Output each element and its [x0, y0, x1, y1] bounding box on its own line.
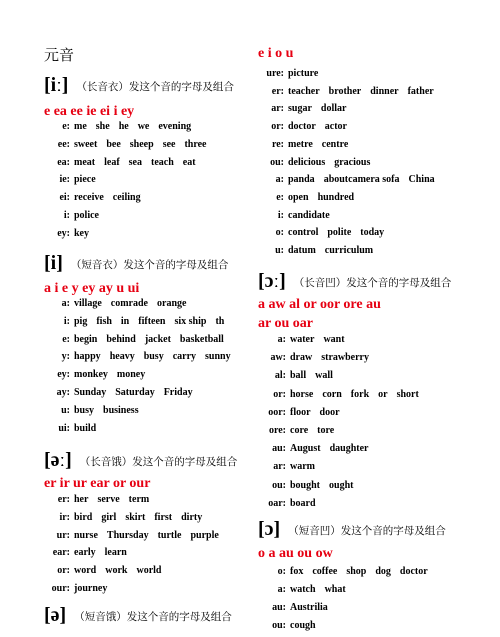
word-row	[44, 351, 240, 362]
example-word: candidate	[288, 209, 330, 221]
example-word: nurse	[74, 529, 98, 541]
spelling-label: ou:	[270, 156, 284, 168]
example-word: cough	[290, 620, 316, 631]
spelling-label: ui:	[58, 422, 70, 434]
word-row	[44, 139, 216, 150]
spelling-label: or:	[273, 388, 286, 400]
spelling-list: er ir ur ear or our	[44, 476, 151, 491]
example-word: three	[184, 138, 207, 150]
word-row	[258, 498, 325, 509]
spelling-label: al:	[274, 370, 286, 382]
spelling-label: ee:	[57, 138, 70, 150]
phoneme-description: （短音衣）发这个音的字母及组合	[70, 259, 229, 271]
example-word: ought	[329, 479, 354, 491]
example-word: happy	[74, 351, 101, 363]
example-word: evening	[158, 121, 192, 132]
example-word: busy	[143, 351, 164, 363]
example-word: purple	[190, 529, 219, 541]
example-word: daughter	[329, 443, 369, 455]
example-word: world	[136, 565, 162, 577]
phoneme-symbol: [ɔː]	[258, 270, 286, 292]
spelling-label: a:	[277, 584, 286, 595]
phoneme-heading	[44, 449, 237, 472]
spelling-label: oar:	[268, 497, 286, 509]
example-word: open	[288, 191, 309, 203]
spelling-label: or:	[271, 121, 284, 133]
spelling-label: a:	[277, 334, 286, 345]
example-word: piece	[74, 174, 96, 186]
spelling-label: er:	[57, 494, 70, 505]
example-word: dirty	[181, 511, 203, 523]
phoneme-symbol: [i]	[44, 252, 63, 274]
example-word: short	[396, 388, 419, 400]
example-word: teacher	[288, 85, 320, 97]
phoneme-symbol: [ɔ]	[258, 518, 281, 540]
spelling-list: e ea ee ie ei i ey	[44, 104, 135, 119]
word-row	[44, 512, 211, 523]
example-word: we	[137, 121, 150, 132]
example-word: girl	[101, 511, 117, 523]
word-row	[44, 387, 202, 398]
word-row	[258, 407, 349, 418]
example-word: meat	[74, 156, 96, 168]
spelling-label: ar:	[273, 461, 286, 473]
word-row	[258, 86, 443, 97]
example-word: doctor	[288, 121, 316, 133]
word-row	[44, 316, 233, 327]
example-word: heavy	[109, 351, 135, 363]
example-word: key	[74, 227, 89, 239]
spelling-label: ey:	[57, 369, 70, 381]
example-word: coffee	[312, 566, 338, 577]
example-word: word	[74, 565, 97, 577]
example-word: August	[290, 443, 321, 455]
spelling-label: ei:	[59, 192, 70, 204]
word-row	[258, 443, 377, 454]
spelling-label: e:	[62, 333, 70, 345]
example-word: fifteen	[138, 315, 166, 327]
example-word: Sunday	[74, 387, 107, 398]
word-row	[258, 480, 362, 491]
spelling-list-continued: ar ou oar	[258, 316, 313, 331]
word-row	[44, 192, 150, 203]
spelling-label: ea:	[57, 156, 70, 168]
example-word: sweet	[74, 138, 98, 150]
example-word: aboutcamera sofa	[323, 174, 400, 186]
spelling-label: a:	[275, 174, 284, 186]
example-word: busy	[74, 404, 95, 416]
example-word: her	[74, 494, 89, 505]
word-row	[44, 228, 98, 239]
spelling-label: er:	[271, 85, 284, 97]
example-word: datum	[288, 245, 316, 256]
example-word: sea	[128, 156, 142, 168]
spelling-label: o:	[275, 227, 284, 239]
example-word: tore	[317, 425, 335, 436]
word-row	[258, 425, 343, 436]
phoneme-symbol: [ə]	[44, 604, 67, 626]
example-word: or	[378, 388, 388, 400]
example-word: hundred	[317, 191, 355, 203]
word-row	[44, 121, 200, 132]
example-word: see	[162, 138, 176, 150]
word-row	[44, 174, 105, 185]
example-word: Saturday	[115, 387, 155, 398]
example-word: journey	[74, 583, 108, 594]
phoneme-description: （短音饿）发这个音的字母及组合	[74, 611, 232, 623]
spelling-label: re:	[271, 138, 284, 150]
example-word: carry	[172, 351, 197, 363]
spelling-list: a aw al or oor ore au	[258, 297, 381, 312]
phoneme-description: （长音饿）发这个音的字母及组合	[79, 456, 238, 468]
word-row	[258, 103, 355, 114]
example-word: jacket	[144, 333, 171, 345]
example-word: village	[74, 298, 102, 309]
page-title: 元音	[44, 48, 75, 64]
example-word: turtle	[157, 529, 182, 541]
spelling-list: a i e y ey ay u ui	[44, 281, 140, 296]
example-word: skirt	[125, 511, 146, 523]
spelling-label: au:	[272, 602, 286, 613]
example-word: picture	[288, 68, 319, 79]
example-word: board	[290, 497, 316, 509]
example-word: curriculum	[324, 245, 374, 256]
word-row	[258, 566, 437, 577]
spelling-label: ay:	[56, 387, 70, 398]
word-row	[44, 530, 228, 541]
example-word: sheep	[129, 138, 154, 150]
example-word: orange	[157, 298, 187, 309]
example-word: serve	[97, 494, 120, 505]
example-word: bird	[74, 511, 93, 523]
word-row	[44, 494, 158, 505]
example-word: Austrilia	[290, 602, 328, 613]
example-word: shop	[346, 566, 367, 577]
word-row	[44, 157, 205, 168]
example-word: water	[290, 334, 315, 345]
example-word: leaf	[104, 156, 120, 168]
example-word: bee	[106, 138, 121, 150]
example-word: early	[74, 547, 96, 559]
example-word: dog	[375, 566, 391, 577]
word-row	[258, 389, 428, 400]
example-word: first	[154, 511, 173, 523]
example-word: teach	[151, 156, 174, 168]
word-row	[44, 583, 116, 594]
example-word: business	[103, 404, 139, 416]
example-word: work	[105, 565, 128, 577]
spelling-label: aw:	[270, 352, 286, 364]
example-word: draw	[290, 352, 313, 364]
example-word: watch	[290, 584, 316, 595]
spelling-label: ir:	[59, 511, 70, 523]
example-word: control	[288, 227, 319, 239]
word-row	[258, 352, 378, 363]
example-word: term	[128, 494, 150, 505]
spelling-label: ey:	[57, 227, 70, 239]
example-word: she	[95, 121, 110, 132]
example-word: core	[290, 425, 309, 436]
example-word: father	[407, 85, 434, 97]
example-word: horse	[290, 388, 314, 400]
spelling-label: ure:	[266, 68, 284, 79]
example-word: basketball	[179, 333, 224, 345]
spelling-list: o a au ou ow	[258, 546, 333, 561]
example-word: metre	[288, 138, 313, 150]
phoneme-description: （短音凹）发这个音的字母及组合	[288, 525, 446, 537]
word-row	[258, 68, 327, 79]
spelling-label: i:	[277, 209, 284, 221]
spelling-label: ar:	[271, 103, 284, 115]
spelling-list: e i o u	[258, 46, 294, 61]
word-row	[44, 369, 154, 380]
example-word: door	[319, 406, 340, 418]
word-row	[258, 620, 325, 631]
phoneme-heading	[44, 604, 232, 627]
example-word: wall	[315, 370, 333, 382]
word-row	[258, 139, 357, 150]
example-word: police	[74, 210, 99, 221]
example-word: gracious	[334, 156, 371, 168]
example-word: me	[74, 121, 87, 132]
example-word: ceiling	[112, 192, 141, 204]
word-row	[258, 174, 444, 185]
example-word: behind	[106, 333, 136, 345]
example-word: centre	[321, 138, 349, 150]
spelling-label: ur:	[56, 529, 70, 541]
word-row	[258, 334, 354, 345]
example-word: build	[74, 422, 97, 434]
phoneme-description: （长音衣）发这个音的字母及组合	[76, 81, 234, 93]
word-row	[258, 227, 393, 238]
example-word: sugar	[288, 103, 312, 115]
example-word: in	[120, 315, 130, 327]
spelling-label: i:	[63, 210, 70, 221]
example-word: what	[324, 584, 346, 595]
word-row	[44, 547, 136, 558]
example-word: fork	[350, 388, 370, 400]
word-row	[44, 405, 148, 416]
spelling-label: our:	[51, 583, 70, 594]
example-word: China	[408, 174, 435, 186]
example-word: polite	[327, 227, 352, 239]
example-word: ball	[290, 370, 307, 382]
spelling-label: ear:	[52, 547, 70, 559]
word-row	[258, 245, 382, 256]
example-word: comrade	[110, 298, 148, 309]
example-word: he	[118, 121, 129, 132]
spelling-label: u:	[61, 404, 70, 416]
spelling-label: o:	[277, 566, 286, 577]
example-word: sunny	[205, 351, 231, 363]
spelling-label: or:	[57, 565, 70, 577]
spelling-label: ore:	[268, 425, 286, 436]
example-word: th	[215, 315, 225, 327]
example-word: floor	[290, 406, 311, 418]
example-word: panda	[288, 174, 315, 186]
spelling-label: ie:	[59, 174, 70, 186]
spelling-label: a:	[61, 298, 70, 309]
word-row	[44, 210, 108, 221]
word-row	[44, 298, 195, 309]
example-word: bought	[290, 479, 321, 491]
word-row	[44, 565, 170, 576]
example-word: delicious	[288, 156, 326, 168]
word-row	[258, 370, 342, 381]
word-row	[258, 192, 363, 203]
example-word: doctor	[399, 566, 428, 577]
word-row	[44, 334, 233, 345]
example-word: strawberry	[321, 352, 369, 364]
example-word: dollar	[320, 103, 347, 115]
spelling-label: au:	[272, 443, 286, 455]
word-row	[258, 121, 356, 132]
example-word: pig	[74, 315, 88, 327]
phoneme-heading	[258, 270, 451, 293]
example-word: Thursday	[106, 529, 149, 541]
spelling-label: i:	[63, 315, 70, 327]
example-word: learn	[104, 547, 127, 559]
example-word: actor	[324, 121, 347, 133]
phoneme-heading	[44, 74, 234, 97]
word-row	[44, 423, 105, 434]
spelling-label: e:	[62, 121, 70, 132]
example-word: dinner	[370, 85, 399, 97]
example-word: Friday	[163, 387, 193, 398]
example-word: fox	[290, 566, 304, 577]
example-word: six ship	[174, 315, 207, 327]
phoneme-description: （长音凹）发这个音的字母及组合	[293, 277, 452, 289]
word-row	[258, 157, 379, 168]
phoneme-symbol: [əː]	[44, 449, 72, 471]
spelling-label: e:	[276, 191, 284, 203]
phoneme-heading	[258, 518, 446, 541]
spelling-label: y:	[61, 351, 70, 363]
example-word: brother	[328, 85, 362, 97]
example-word: warm	[290, 461, 315, 473]
word-row	[258, 210, 339, 221]
example-word: monkey	[74, 369, 108, 381]
example-word: receive	[74, 192, 104, 204]
word-row	[258, 602, 337, 613]
phoneme-symbol: [iː]	[44, 74, 69, 96]
example-word: fish	[96, 315, 112, 327]
spelling-label: u:	[275, 245, 284, 256]
example-word: today	[360, 227, 385, 239]
spelling-label: oor:	[268, 406, 286, 418]
spelling-label: ou:	[272, 620, 286, 631]
word-row	[258, 584, 355, 595]
example-word: corn	[322, 388, 342, 400]
word-row	[258, 461, 324, 472]
example-word: eat	[182, 156, 196, 168]
example-word: money	[116, 369, 146, 381]
spelling-label: ou:	[272, 479, 286, 491]
example-word: want	[323, 334, 345, 345]
example-word: begin	[74, 333, 98, 345]
phoneme-heading	[44, 252, 228, 275]
